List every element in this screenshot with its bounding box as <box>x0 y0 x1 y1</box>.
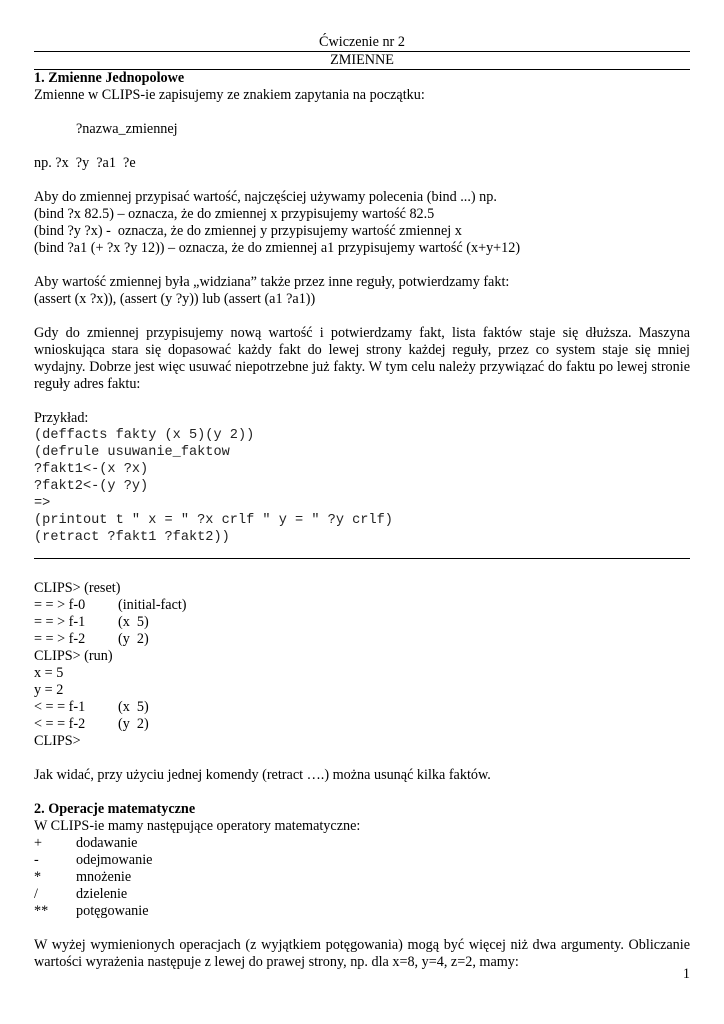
console-cmd: < = = f-2 <box>34 716 86 732</box>
console-line <box>34 682 690 699</box>
assert-intro: Aby wartość zmiennej była „widziana” także przez inne reguły, potwierdzamy fakt: <box>34 274 510 290</box>
console-out: (y 2) <box>118 716 149 732</box>
operator-symbol: / <box>34 886 38 902</box>
console-cmd: y = 2 <box>34 682 64 698</box>
retract-conclusion: Jak widać, przy użyciu jednej komendy (retract ….) można usunąć kilka faktów. <box>34 767 491 783</box>
variable-examples: np. ?x ?y ?a1 ?e <box>34 155 136 171</box>
variable-example: ?nazwa_zmiennej <box>76 121 178 137</box>
console-line <box>34 733 690 750</box>
operator-symbol: + <box>34 835 43 851</box>
bind-line: (bind ?y ?x) - oznacza, że do zmiennej y przypisujemy wartość zmiennej x <box>34 223 462 239</box>
topic-title: ZMIENNE <box>330 52 394 68</box>
console-line <box>34 665 690 682</box>
console-cmd: = = > f-2 <box>34 631 86 647</box>
console-line <box>34 716 690 733</box>
section-2-intro: W CLIPS-ie mamy następujące operatory matematyczne: <box>34 818 361 834</box>
console-line <box>34 648 690 665</box>
console-cmd: CLIPS> (run) <box>34 648 113 664</box>
page-number: 1 <box>682 966 690 982</box>
code-line: (defrule usuwanie_faktow <box>34 445 230 460</box>
console-line <box>34 631 690 648</box>
code-line: ?fakt2<-(y ?y) <box>34 479 149 494</box>
operator-row <box>34 869 690 886</box>
operator-row <box>34 886 690 903</box>
operator-name: mnożenie <box>76 869 132 885</box>
console-line <box>34 597 690 614</box>
operator-row <box>34 835 690 852</box>
console-cmd: CLIPS> <box>34 733 81 749</box>
code-line: (deffacts fakty (x 5)(y 2)) <box>34 428 255 443</box>
code-line: (printout t " x = " ?x crlf " y = " ?y crlf) <box>34 513 393 528</box>
code-line: => <box>34 496 51 511</box>
example-label: Przykład: <box>34 410 89 426</box>
console-line <box>34 699 690 716</box>
facts-paragraph: Gdy do zmiennej przypisujemy nową wartość i potwierdzamy fakt, lista faktów staje się dłuższa. Maszyna wnioskująca stara się dopasować każdy fakt do lewej strony każdej reguły, przez co system staje się mniej wydajny. Dobrze jest więc usuwać niepotrzebne już fakty. W tym celu należy przywiązać do faktu po lewej stronie reguły adres faktu: <box>34 325 690 392</box>
console-out: (x 5) <box>118 614 149 630</box>
exercise-title: Ćwiczenie nr 2 <box>319 34 405 50</box>
operations-paragraph: W wyżej wymienionych operacjach (z wyjątkiem potęgowania) mogą być więcej niż dwa argumenty. Obliczanie wartości wyrażenia następuje z lewej do prawej strony, np. dla x=8, y=4, z=2, mamy: <box>34 937 690 970</box>
assert-line: (assert (x ?x)), (assert (y ?y)) lub (assert (a1 ?a1)) <box>34 291 316 307</box>
section-2-heading: 2. Operacje matematyczne <box>34 801 196 817</box>
operator-symbol: - <box>34 852 39 868</box>
bind-line: (bind ?x 82.5) – oznacza, że do zmiennej x przypisujemy wartość 82.5 <box>34 206 435 222</box>
section-1-heading: 1. Zmienne Jednopolowe <box>34 70 185 86</box>
operator-name: potęgowanie <box>76 903 149 919</box>
operator-row <box>34 852 690 869</box>
document-page <box>34 34 690 971</box>
operator-symbol: * <box>34 869 42 885</box>
console-out: (y 2) <box>118 631 149 647</box>
console-line <box>34 614 690 631</box>
operator-name: dodawanie <box>76 835 138 851</box>
bind-line: (bind ?a1 (+ ?x ?y 12)) – oznacza, że do zmiennej a1 przypisujemy wartość (x+y+12) <box>34 240 521 256</box>
console-out: (initial-fact) <box>118 597 187 613</box>
console-line <box>34 580 690 597</box>
code-line: (retract ?fakt1 ?fakt2)) <box>34 530 230 545</box>
console-out: (x 5) <box>118 699 149 715</box>
bind-intro: Aby do zmiennej przypisać wartość, najczęściej używamy polecenia (bind ...) np. <box>34 189 497 205</box>
console-cmd: CLIPS> (reset) <box>34 580 121 596</box>
operator-name: odejmowanie <box>76 852 153 868</box>
console-cmd: = = > f-1 <box>34 614 86 630</box>
operator-symbol: ** <box>34 903 49 919</box>
code-line: ?fakt1<-(x ?x) <box>34 462 149 477</box>
console-cmd: x = 5 <box>34 665 64 681</box>
console-cmd: < = = f-1 <box>34 699 86 715</box>
operator-row <box>34 903 690 920</box>
console-cmd: = = > f-0 <box>34 597 86 613</box>
section-1-intro: Zmienne w CLIPS-ie zapisujemy ze znakiem zapytania na początku: <box>34 87 425 103</box>
operator-name: dzielenie <box>76 886 128 902</box>
